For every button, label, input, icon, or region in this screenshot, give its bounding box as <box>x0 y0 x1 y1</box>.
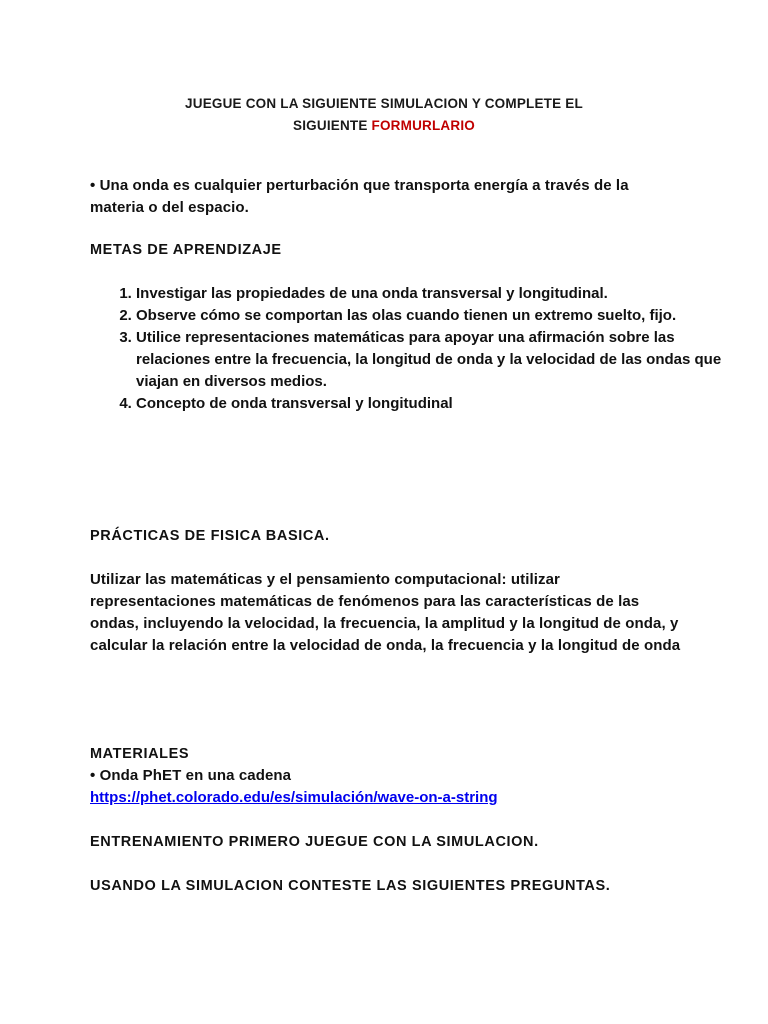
title-line-1: JUEGUE CON LA SIGUIENTE SIMULACION Y COMPLETE EL <box>185 96 583 111</box>
goal-item: 2. Observe cómo se comportan las olas cuando tienen un extremo suelto, fijo. <box>136 305 726 327</box>
goal-item: 3. Utilice representaciones matemáticas para apoyar una afirmación sobre las relaciones entre la frecuencia, la longitud de onda y la velocidad de las ondas que viajan en diversos medios. <box>136 327 726 393</box>
training-instruction: ENTRENAMIENTO PRIMERO JUEGUE CON LA SIMULACION. <box>90 834 539 850</box>
practices-heading: PRÁCTICAS DE FISICA BASICA. <box>90 528 330 544</box>
intro-paragraph: • Una onda es cualquier perturbación que transporta energía a través de la materia o del espacio. <box>90 177 629 216</box>
title-line-2 <box>90 115 678 137</box>
document-title <box>90 93 678 137</box>
materials-item: • Onda PhET en una cadena <box>90 767 292 784</box>
materials-heading: MATERIALES <box>90 746 190 762</box>
title-accent-word: FORMURLARIO <box>371 118 475 133</box>
phet-simulation-link[interactable]: https://phet.colorado.edu/es/simulación/wave-on-a-string <box>90 789 498 806</box>
practices-paragraph: Utilizar las matemáticas y el pensamiento computacional: utilizar representaciones matemáticas de fenómenos para las características de las ondas, incluyendo la velocidad, la frecuencia, la amplitud y la longitud de onda, y calcular la relación entre la velocidad de onda, la frecuencia y la longitud de onda <box>90 571 681 654</box>
goals-heading: METAS DE APRENDIZAJE <box>90 242 282 258</box>
goal-item: 4. Concepto de onda transversal y longitudinal <box>136 393 726 415</box>
goals-list <box>90 283 726 415</box>
title-line-2-prefix: SIGUIENTE <box>293 118 372 133</box>
questions-instruction: USANDO LA SIMULACION CONTESTE LAS SIGUIENTES PREGUNTAS. <box>90 878 611 894</box>
goal-item: 1. Investigar las propiedades de una onda transversal y longitudinal. <box>136 283 726 305</box>
